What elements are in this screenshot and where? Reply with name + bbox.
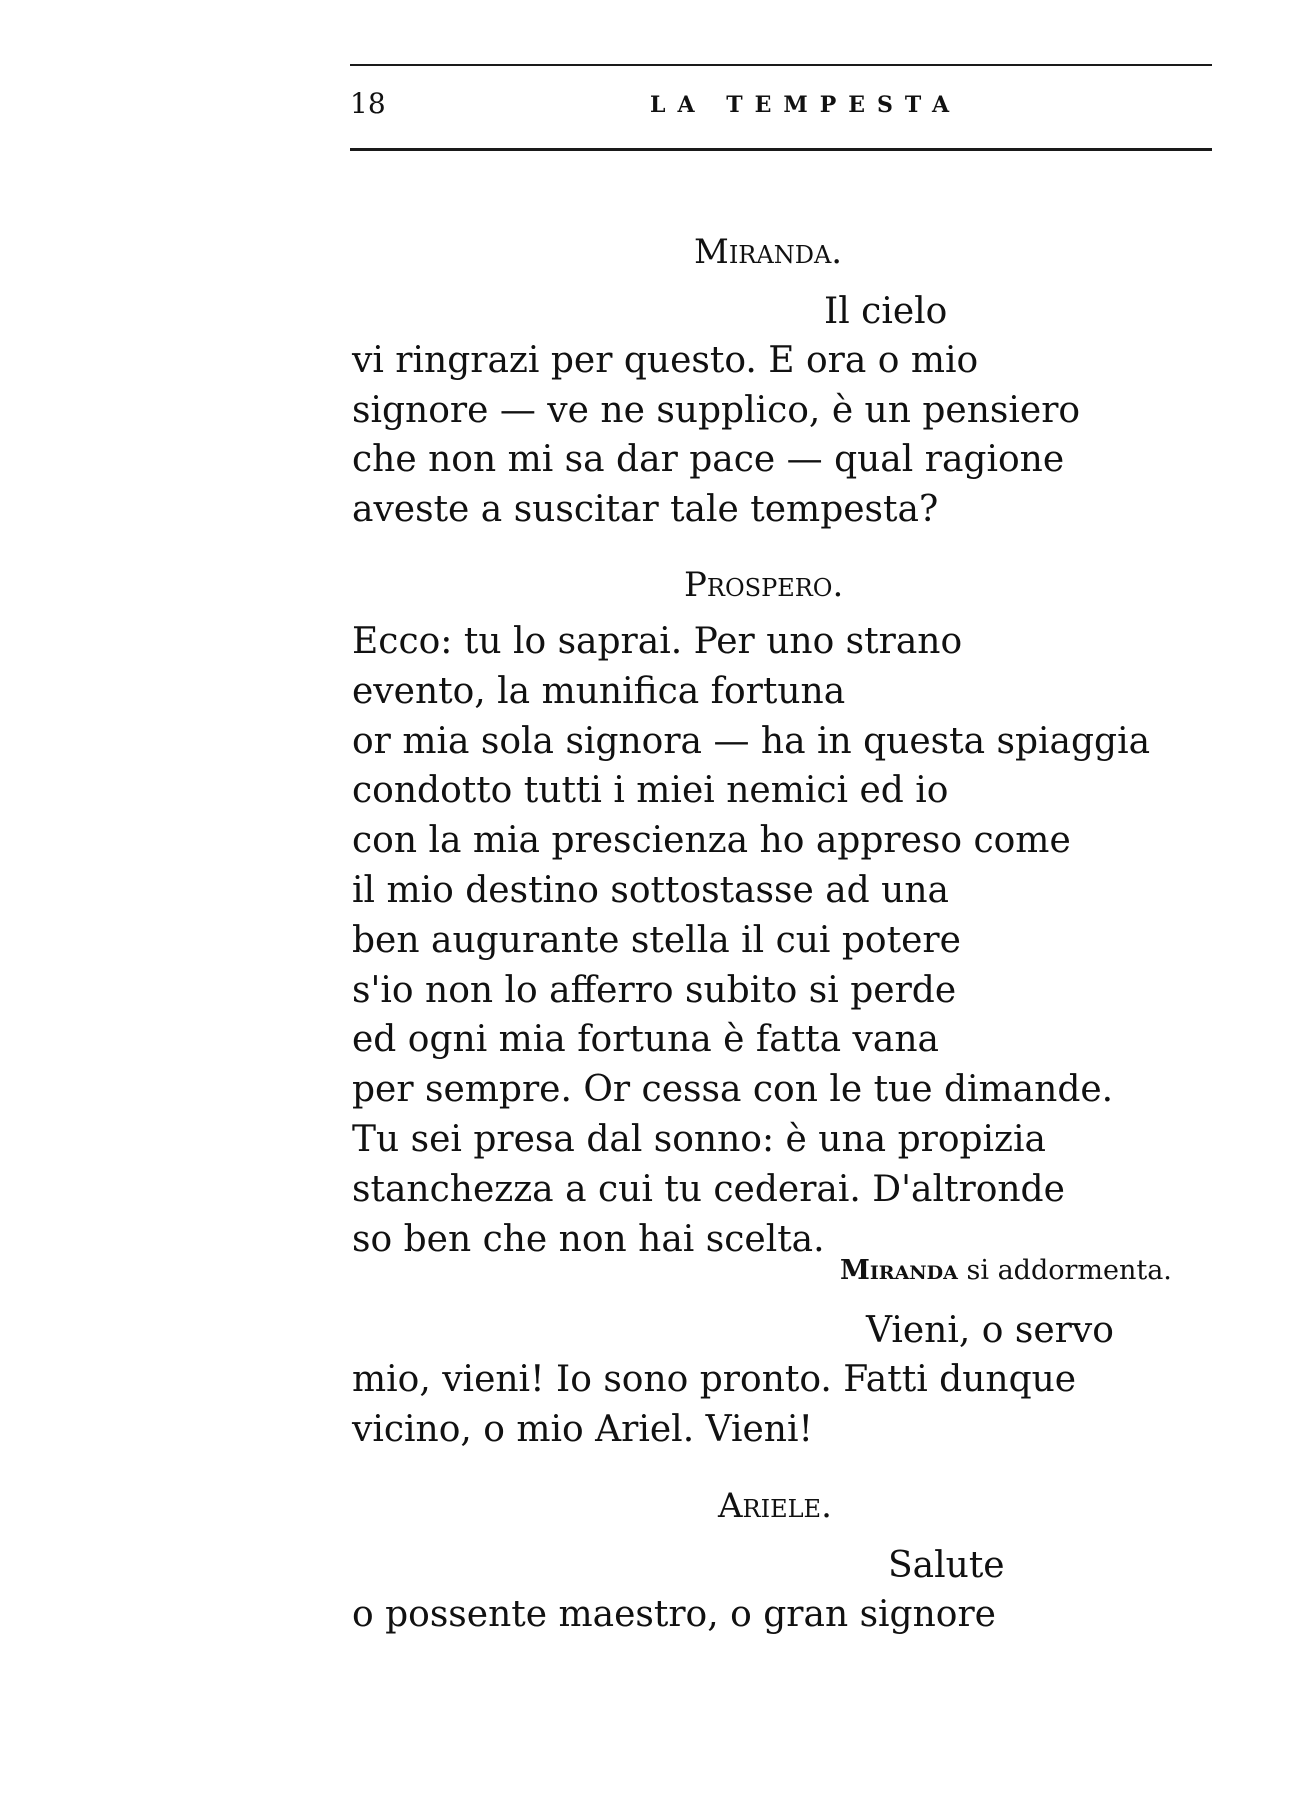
verse-line-indented: Vieni, o servo	[866, 1310, 1114, 1351]
verse-line: ben augurante stella il cui potere	[352, 919, 961, 961]
verse-line: vicino, o mio Ariel. Vieni!	[352, 1408, 813, 1450]
verse-line: vi ringrazi per questo. E ora o mio	[352, 340, 979, 381]
verse-line: mio, vieni! Io sono pronto. Fatti dunque	[352, 1359, 1077, 1400]
verse-line: s'io non lo afferro subito si perde	[352, 969, 957, 1011]
speaker-prospero: Prospero.	[684, 565, 844, 605]
verse-line: signore — ve ne supplico, è un pensiero	[352, 389, 1081, 431]
verse-line: so ben che non hai scelta.	[352, 1218, 825, 1260]
speech-prospero-body	[352, 617, 1150, 1264]
verse-line: evento, la munifica fortuna	[352, 670, 846, 712]
speech-prospero-continuation	[352, 1355, 1076, 1454]
stage-direction-name: Miranda	[840, 1255, 958, 1286]
running-title: LA TEMPESTA	[650, 92, 962, 118]
verse-line: or mia sola signora — ha in questa spiaggia	[352, 720, 1151, 762]
verse-line: Tu sei presa dal sonno: è una propizia	[352, 1118, 1047, 1160]
speaker-ariele: Ariele.	[718, 1486, 832, 1526]
verse-line: o possente maestro, o gran signore	[352, 1594, 996, 1635]
speaker-miranda: Miranda.	[694, 232, 843, 272]
speech-miranda-body	[352, 336, 1080, 534]
verse-line-indented: Il cielo	[824, 291, 948, 332]
verse-line: con la mia prescienza ho appreso come	[352, 820, 1071, 862]
verse-line: per sempre. Or cessa con le tue dimande.	[352, 1069, 1114, 1111]
verse-line-indented: Salute	[888, 1545, 1005, 1586]
header-rule-top	[350, 64, 1212, 66]
header-rule-bottom	[350, 148, 1212, 151]
verse-line: aveste a suscitar tale tempesta?	[352, 488, 939, 530]
stage-direction-text: si addormenta.	[957, 1255, 1172, 1286]
verse-line: ed ogni mia fortuna è fatta vana	[352, 1019, 939, 1061]
verse-line: condotto tutti i miei nemici ed io	[352, 770, 949, 812]
verse-line: il mio destino sottostasse ad una	[352, 869, 949, 911]
verse-line: stanchezza a cui tu cederai. D'altronde	[352, 1168, 1065, 1210]
page-number: 18	[350, 87, 386, 120]
speech-ariele-body	[352, 1590, 996, 1640]
verse-line: che non mi sa dar pace — qual ragione	[352, 439, 1065, 480]
stage-direction	[840, 1255, 1172, 1287]
verse-line: Ecco: tu lo saprai. Per uno strano	[352, 621, 963, 662]
